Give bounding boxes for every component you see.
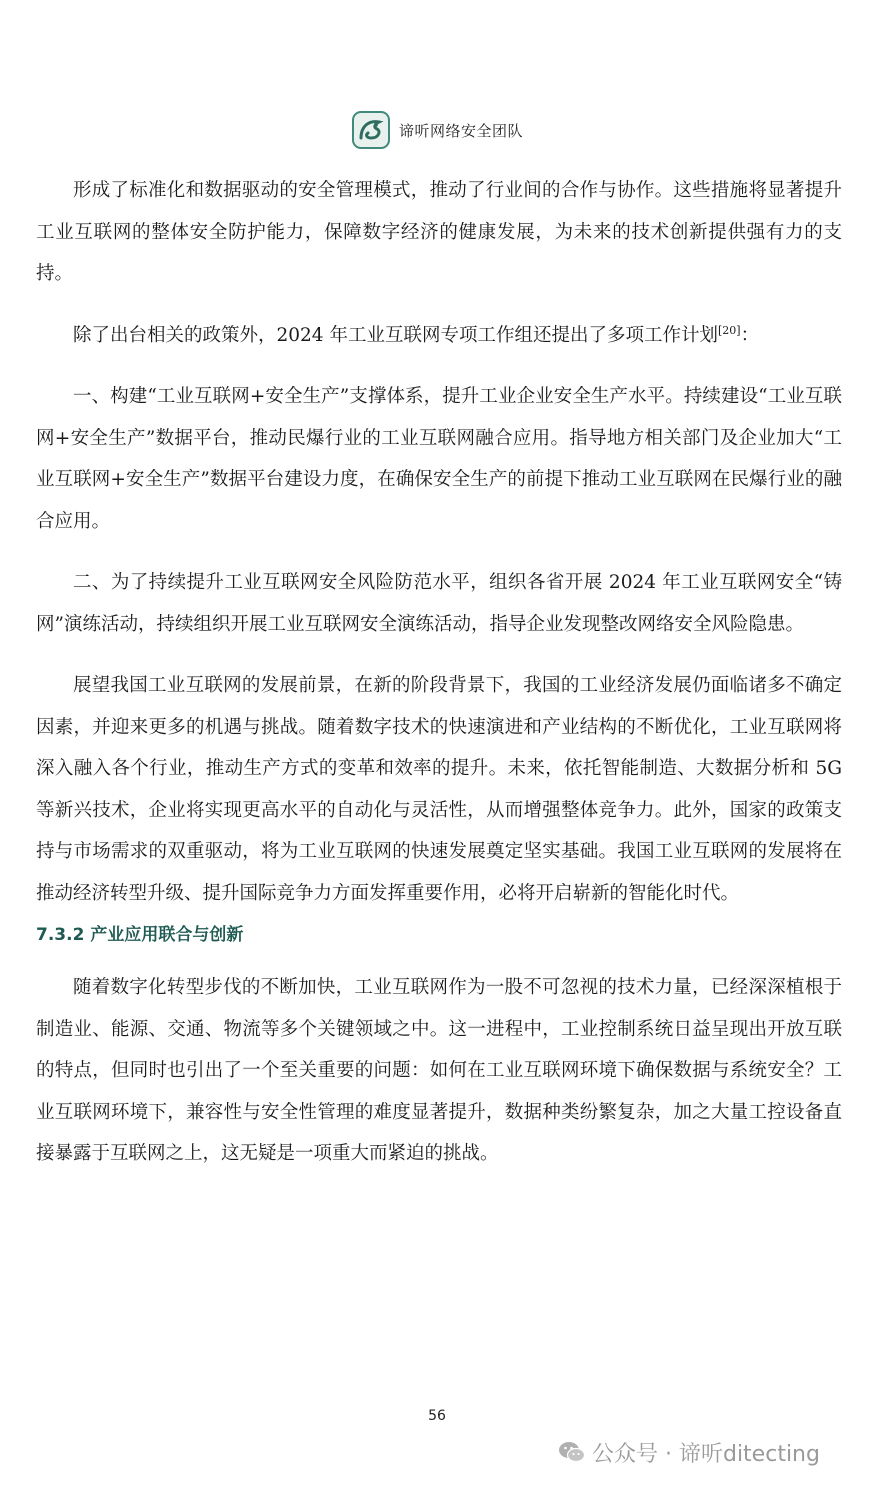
paragraph-5: 展望我国工业互联网的发展前景，在新的阶段背景下，我国的工业经济发展仍面临诸多不确定因素，并迎来更多的机遇与挑战。随着数字技术的快速演进和产业结构的不断优化，工业互联网将深入融入各个行业，推动生产方式的变革和效率的提升。未来，依托智能制造、大数据分析和 5G 等新兴技术，企业将实现更高水平的自动化与灵活性，从而增强整体竞争力。此外，国家的政策支持与市场需求的双重驱动，将为工业互联网的快速发展奠定坚实基础。我国工业互联网的发展将在推动经济转型升级、提升国际竞争力方面发挥重要作用，必将开启崭新的智能化时代。 xyxy=(36,675,842,904)
dragon-logo-icon xyxy=(351,110,391,150)
section-heading: 7.3.2 产业应用联合与创新 xyxy=(36,925,244,945)
watermark xyxy=(558,1434,820,1470)
wechat-icon xyxy=(558,1440,586,1464)
paragraph-2-end: ： xyxy=(740,324,760,346)
watermark-text: 公众号 · 谛听ditecting xyxy=(592,1441,820,1467)
paragraph-3: 一、构建“工业互联网+安全生产”支撑体系，提升工业企业安全生产水平。持续建设“工业互联网+安全生产”数据平台，推动民爆行业的工业互联网融合应用。指导地方相关部门及企业加大“工业互联网+安全生产”数据平台建设力度，在确保安全生产的前提下推动工业互联网在民爆行业的融合应用。 xyxy=(36,386,842,532)
paragraph-2-text: 除了出台相关的政策外，2024 年工业互联网专项工作组还提出了多项工作计划 xyxy=(73,324,718,346)
citation: [20] xyxy=(717,323,741,337)
paragraph-6: 随着数字化转型步伐的不断加快，工业互联网作为一股不可忽视的技术力量，已经深深植根于制造业、能源、交通、物流等多个关键领域之中。这一进程中，工业控制系统日益呈现出开放互联的特点，但同时也引出了一个至关重要的问题：如何在工业互联网环境下确保数据与系统安全？工业互联网环境下，兼容性与安全性管理的难度显著提升，数据种类纷繁复杂，加之大量工控设备直接暴露于互联网之上，这无疑是一项重大而紧迫的挑战。 xyxy=(36,977,842,1164)
document-body xyxy=(36,170,842,1175)
page-header xyxy=(0,108,874,152)
paragraph-1: 形成了标准化和数据驱动的安全管理模式，推动了行业间的合作与协作。这些措施将显著提升工业互联网的整体安全防护能力，保障数字经济的健康发展，为未来的技术创新提供强有力的支持。 xyxy=(36,180,842,284)
team-name: 谛听网络安全团队 xyxy=(398,121,523,140)
paragraph-2 xyxy=(36,315,842,357)
paragraph-4: 二、为了持续提升工业互联网安全风险防范水平，组织各省开展 2024 年工业互联网安全“铸网”演练活动，持续组织开展工业互联网安全演练活动，指导企业发现整改网络安全风险隐患。 xyxy=(36,572,842,635)
page-number: 56 xyxy=(428,1408,446,1424)
